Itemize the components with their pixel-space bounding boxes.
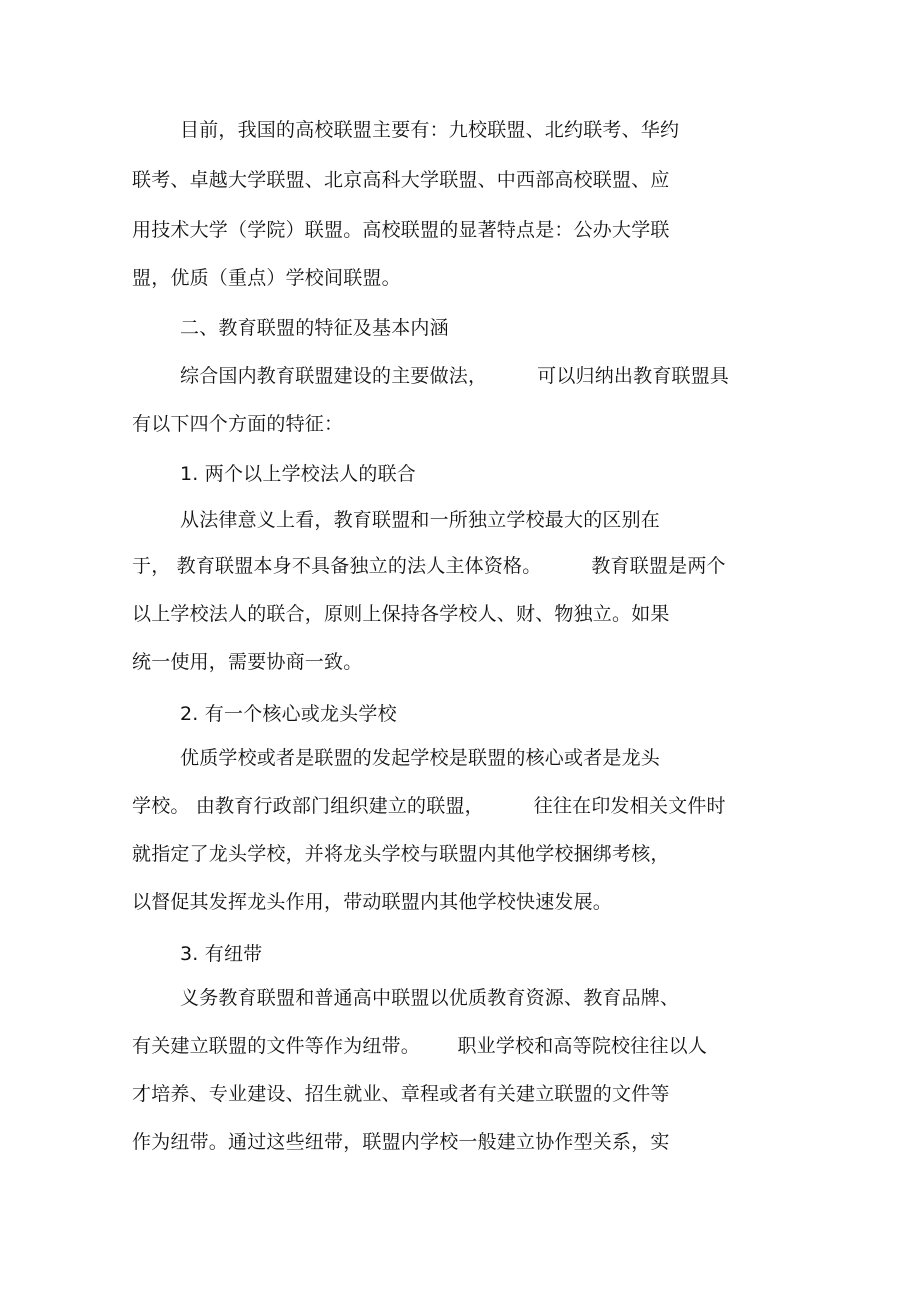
paragraph-line: 优质学校或者是联盟的发起学校是联盟的核心或者是龙头 xyxy=(180,747,661,769)
paragraph-line: 才培养、专业建设、招生就业、章程或者有关建立联盟的文件等 xyxy=(132,1083,670,1105)
paragraph-line: 统一使用，需要协商一致。 xyxy=(132,651,363,673)
subsection-heading: 3. 有纽带 xyxy=(180,943,263,965)
paragraph-line: 目前，我国的高校联盟主要有：九校联盟、北约联考、华约 xyxy=(180,119,680,141)
paragraph-line: 从法律意义上看，教育联盟和一所独立学校最大的区别在 xyxy=(180,509,661,531)
paragraph-line: 以上学校法人的联合，原则上保持各学校人、财、物独立。如果 xyxy=(132,603,670,625)
paragraph-line: 用技术大学（学院）联盟。高校联盟的显著特点是：公办大学联 xyxy=(132,219,670,241)
paragraph-line: 以督促其发挥龙头作用，带动联盟内其他学校快速发展。 xyxy=(132,891,613,913)
paragraph-line: 于， 教育联盟本身不具备独立的法人主体资格。 教育联盟是两个 xyxy=(132,555,726,577)
subsection-heading: 2. 有一个核心或龙头学校 xyxy=(180,703,397,725)
paragraph-line: 有关建立联盟的文件等作为纽带。 职业学校和高等院校往往以人 xyxy=(132,1035,708,1057)
paragraph-line: 义务教育联盟和普通高中联盟以优质教育资源、教育品牌、 xyxy=(180,987,680,1009)
paragraph-line: 盟，优质（重点）学校间联盟。 xyxy=(132,267,401,289)
section-heading: 二、教育联盟的特征及基本内涵 xyxy=(180,317,449,339)
paragraph-line: 学校。 由教育行政部门组织建立的联盟， 往往在印发相关文件时 xyxy=(132,795,726,817)
paragraph-line: 就指定了龙头学校，并将龙头学校与联盟内其他学校捆绑考核， xyxy=(132,843,670,865)
paragraph-line: 联考、卓越大学联盟、北京高科大学联盟、中西部高校联盟、应 xyxy=(132,169,670,191)
paragraph-line: 作为纽带。通过这些纽带，联盟内学校一般建立协作型关系，实 xyxy=(132,1131,670,1153)
paragraph-line: 综合国内教育联盟建设的主要做法， 可以归纳出教育联盟具 xyxy=(180,365,730,387)
paragraph-line: 有以下四个方面的特征： xyxy=(132,413,344,435)
subsection-heading: 1. 两个以上学校法人的联合 xyxy=(180,463,416,485)
